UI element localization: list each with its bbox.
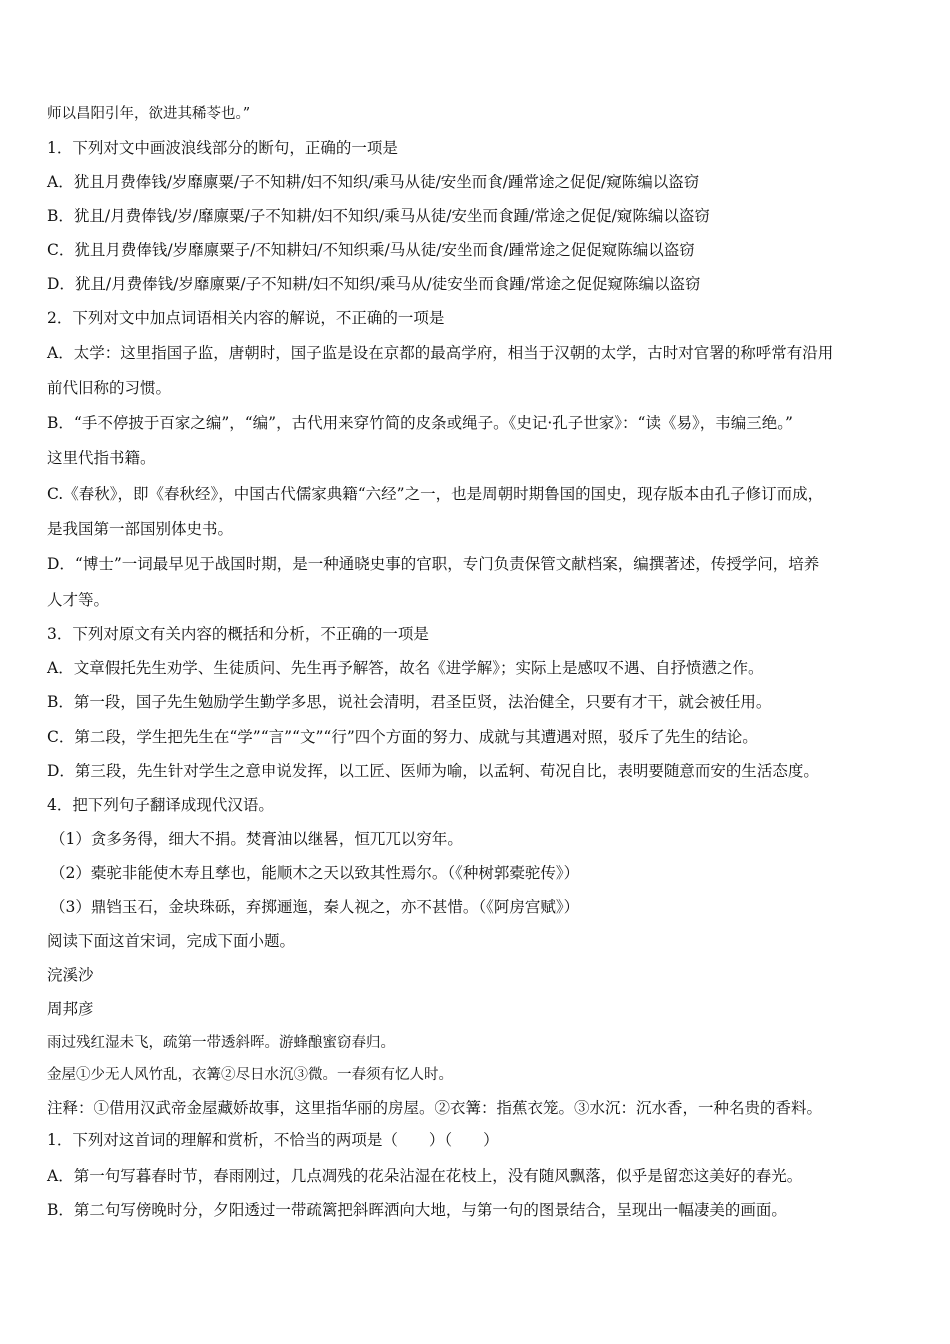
question-2-stem: 2．下列对文中加点词语相关内容的解说，不正确的一项是	[47, 309, 445, 327]
question-1-stem: 1．下列对文中画波浪线部分的断句，正确的一项是	[47, 139, 398, 157]
poem-author: 周邦彦	[47, 1000, 94, 1018]
q2-option-d-cont: 人才等。	[47, 591, 110, 609]
question-3-stem: 3．下列对原文有关内容的概括和分析，不正确的一项是	[47, 625, 429, 643]
poem-notes: 注释：①借用汉武帝金屋藏娇故事，这里指华丽的房屋。②衣篝：指蕉衣笼。③水沉：沉水香，一种名贵的香料。	[47, 1099, 823, 1117]
passage-line: 师以昌阳引年，欲进其稀苓也。”	[47, 106, 251, 122]
poem-line-1: 雨过残红湿未飞，疏第一带透斜晖。游蜂酿蜜窃春归。	[47, 1035, 395, 1051]
q3-option-b: B．第一段，国子先生勉励学生勤学多思，说社会清明，君圣臣贤，法治健全，只要有才干，就会被任用。	[47, 693, 772, 711]
poem-question-1-stem: 1．下列对这首词的理解和赏析，不恰当的两项是（ ）（ ）	[47, 1131, 499, 1149]
q2-option-d: D．“博士”一词最早见于战国时期，是一种通晓史事的官职，专门负责保管文献档案，编撰著述，传授学问，培养	[47, 555, 820, 573]
q1-option-c: C．犹且月费俸钱/岁靡廪粟子/不知耕妇/不知织乘/马从徒/安坐而食/踵常途之促促窥陈编以盗窃	[47, 241, 695, 259]
q2-option-c-cont: 是我国第一部国别体史书。	[47, 520, 234, 538]
q1-option-b: B．犹且/月费俸钱/岁/靡廪粟/子不知耕/妇不知织/乘马从徒/安坐而食踵/常途之促促/窥陈编以盗窃	[47, 207, 710, 225]
poem-line-2: 金屋①少无人风竹乱，衣篝②尽日水沉③微。一春须有忆人时。	[47, 1067, 453, 1083]
q3-option-c: C．第二段，学生把先生在“学”“言”“文”“行”四个方面的努力、成就与其遭遇对照，驳斥了先生的结论。	[47, 728, 758, 746]
poem-title: 浣溪沙	[47, 966, 94, 984]
q2-option-a: A．太学：这里指国子监，唐朝时，国子监是设在京都的最高学府，相当于汉朝的太学，古时对官署的称呼常有沿用	[47, 344, 834, 362]
poem-instruction: 阅读下面这首宋词，完成下面小题。	[47, 932, 296, 950]
q2-option-a-cont: 前代旧称的习惯。	[47, 379, 172, 397]
q4-sentence-3: （3）鼎铛玉石，金块珠砾，弃掷逦迤，秦人视之，亦不甚惜。（《阿房宫赋》）	[50, 898, 580, 916]
q4-sentence-2: （2）橐驼非能使木寿且孳也，能顺木之天以致其性焉尔。（《种树郭橐驼传》）	[50, 864, 580, 882]
q2-option-c: C.《春秋》，即《春秋经》，中国古代儒家典籍“六经”之一，也是周朝时期鲁国的国史，现存版本由孔子修订而成，	[47, 485, 824, 503]
q1-option-d: D．犹且/月费俸钱/岁靡廪粟/子不知耕/妇不知织/乘马从/徒安坐而食踵/常途之促促窥陈编以盗窃	[47, 275, 701, 293]
poem-q1-option-b: B．第二句写傍晚时分，夕阳透过一带疏篱把斜晖洒向大地，与第一句的图景结合，呈现出一幅凄美的画面。	[47, 1201, 787, 1219]
q3-option-d: D．第三段，先生针对学生之意申说发挥，以工匠、医师为喻，以孟轲、荀况自比，表明要随意而安的生活态度。	[47, 762, 819, 780]
poem-q1-option-a: A．第一句写暮春时节，春雨刚过，几点凋残的花朵沾湿在花枝上，没有随风飘落，似乎是留恋这美好的春光。	[47, 1167, 803, 1185]
q1-option-a: A．犹且月费俸钱/岁靡廪粟/子不知耕/妇不知织/乘马从徒/安坐而食/踵常途之促促/窥陈编以盗窃	[47, 173, 700, 191]
q2-option-b-cont: 这里代指书籍。	[47, 449, 156, 467]
q2-option-b: B．“手不停披于百家之编”，“编”，古代用来穿竹简的皮条或绳子。《史记·孔子世家》：“读《易》，韦编三绝。”	[47, 414, 793, 432]
q4-sentence-1: （1）贪多务得，细大不捐。焚膏油以继晷，恒兀兀以穷年。	[50, 830, 463, 848]
q3-option-a: A．文章假托先生劝学、生徒质问、先生再予解答，故名《进学解》；实际上是感叹不遇、自抒愤懑之作。	[47, 659, 764, 677]
question-4-stem: 4．把下列句子翻译成现代汉语。	[47, 796, 274, 814]
